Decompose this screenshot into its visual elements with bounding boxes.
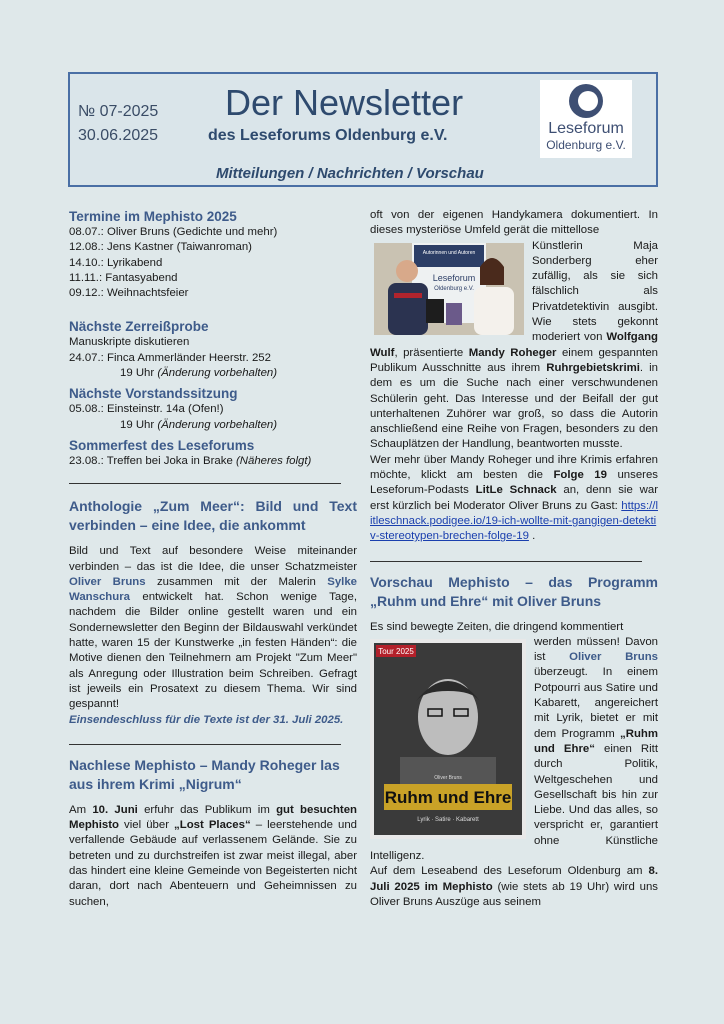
body-text: (wie stets ab 19 Uhr) wird uns Oliver Bruns Auszüge aus seinem [370,880,658,908]
poster-tour-label: Tour 2025 [378,646,414,656]
bold-text: LitLe Schnack [475,484,557,497]
photo-banner-text: Leseforum [432,272,476,283]
anthologie-body [69,544,357,712]
body-text: – leerstehende und verfallende Gebäude auf verlassenem Gelände. Sie zu betreten und zu durchstreifen ist zwar meist illegal, aber das hindert eine kleine Gemeinde von Begeisterten nicht daran, dort nach Abenteuern und Geheimnissen zu suchen, [69,819,357,908]
note-text: (Änderung vorbehalten) [157,367,278,380]
body-text: überzeugt. In einem Potpourri aus Satire und Kabarett, angereichert mit Lyrik, bietet er mit dem Programm [534,666,658,740]
body-text: Künstlerin Maja Sonderberg eher zufällig, als sie sich fälschlich als Privatdetektivin ausgibt. Wie stets gekonnt moderiert von [532,239,658,344]
termine-item: 09.12.: Weihnachtsfeier [69,287,189,300]
issue-date: 30.06.2025 [78,127,159,144]
nachlese-heading: Nachlese Mephisto – Mandy Roheger las aus ihrem Krimi „Nigrum“ [69,756,340,792]
poster-name-text: Oliver Bruns [434,774,462,781]
vorstand-heading: Nächste Vorstandssitzung [69,386,238,402]
body-text: entwickelt hat. Schon wenige Tage, nachdem die Bilder online gestellt waren und ein Sondernewsletter den Beginn der Bildauswahl verkündet hatte, waren 15 der Kunstwerke „in festen Händen“: die Motive dienen den Teilnehmern am Projekt "Zum Meer" als Anregung oder Illustration beim Schreiben. Gefragt ist jeweils ein Prosatext zu diesem Thema. Wir sind gespannt! [69,591,357,711]
anthologie-deadline: Einsendeschluss für die Texte ist der 31. Juli 2025. [69,713,344,726]
vorstand-line: 05.08.: Einsteinstr. 14a (Ofen!) [69,403,224,416]
newsletter-header [68,72,658,187]
nachlese-body-start [69,803,357,910]
zerreissprobe-heading: Nächste Zerreißprobe [69,319,209,335]
body-text: Am [69,803,93,816]
body-text: . in dem es um die Suche nach einer verschwundenen Schülerin geht. Das Interesse und der Beifall der gut unterhaltenen Zuhörer war groß, so dass die Autorin anschließend eine Reihe von Fragen, besonders zu den Schauplätzen der Handlung, beantworten musste. [370,361,659,451]
body-text: viel über [119,819,175,832]
section-divider [69,483,341,484]
newsletter-subtitle: des Leseforums Oldenburg e.V. [208,127,448,144]
termine-item: 11.11.: Fantasyabend [69,271,178,284]
body-text: werden müssen! Davon ist [534,635,658,664]
sommerfest-heading: Sommerfest des Leseforums [69,437,255,453]
vorschau-event [370,864,658,910]
nachlese-body-cont [370,208,658,239]
poster-subtitle-text: Lyrik · Satire · Kabarett [417,816,479,823]
newsletter-title: Der Newsletter [225,82,464,123]
person-name: Oliver Bruns [69,575,146,588]
bold-text: Ruhrgebietskrimi [546,361,640,374]
issue-info [78,100,158,148]
sommerfest-line [69,454,357,469]
body-text: Wer mehr über Mandy Roheger und ihre Krimis erfahren möchte, klickt am besten die [370,453,658,482]
time-text: 19 Uhr [120,418,158,431]
newsletter-tagline: Mitteilungen / Nachrichten / Vorschau [216,165,484,182]
body-text: oft von der eigenen Handykamera dokumentiert. In dieses mysteriöse Umfeld gerät die mittellose [370,209,658,237]
body-text: , präsentierte [394,346,469,359]
vorstand-time [69,418,357,433]
body-text: einem gespannten Publikum Ausschnitte aus ihrem [370,346,658,374]
zerreissprobe-line: Manuskripte diskutieren [69,336,190,349]
bold-text: Wolfgang Wulf [370,331,658,359]
photo-banner-text: Oldenburg e.V. [434,285,474,292]
bold-text: Folge 19 [553,469,607,482]
body-text: . [528,530,536,543]
person-name: Sylke Wanschura [69,575,357,604]
podcast-paragraph [370,453,658,545]
termine-list [69,225,357,301]
logo-text-sub: Oldenburg e.V. [546,138,626,152]
note-text: (Änderung vorbehalten) [157,418,278,431]
logo-text-main: Leseforum [548,120,624,137]
body-text: einen Ritt durch Politik, Weltgeschehen und Gesellschaft bis hin zur Liebe. Und das alles, so verspricht er, garantiert ohne Künstliche Intelligenz. [370,742,658,862]
body-text: unseres Leseforum-Podasts [370,469,658,497]
termine-heading: Termine im Mephisto 2025 [69,209,237,224]
termine-item: 12.08.: Jens Kastner (Taiwanroman) [69,241,252,254]
section-divider [370,561,642,562]
podcast-link[interactable]: https://litleschnack.podigee.io/19-ich-wollte-mit-gangigen-detektiv-stereotypen-brechen-folge-19 [370,499,658,543]
poster-title-text: Ruhm und Ehre [384,787,512,807]
person-name: Oliver Bruns [569,651,658,664]
photo-banner-text: Autorinnen und Autoren [422,249,476,256]
body-text: erfuhr das Publikum im [137,803,277,816]
body-text: Es sind bewegte Zeiten, die dringend kommentiert [370,620,624,633]
body-text: zusammen mit der Malerin [145,575,328,588]
body-text: Auf dem Leseabend des Leseforum Oldenburg am [370,865,649,878]
bold-text: „Lost Places“ [174,819,251,832]
issue-number: № 07-2025 [78,103,159,120]
termine-item: 14.10.: Lyrikabend [69,256,163,269]
bold-text: „Ruhm und Ehre“ [534,727,658,755]
bold-text: 8. Juli 2025 im Mephisto [370,865,658,893]
tour-poster-image [370,639,526,839]
bold-text: gut besuchten Mephisto [69,803,357,832]
zerreissprobe-time [69,366,357,381]
vorschau-body [370,620,658,635]
time-text: 19 Uhr [120,367,158,380]
body-text: an, denn sie war erst kürzlich bei Moderator Oliver Bruns zu Gast: [370,484,658,512]
section-divider [69,744,341,745]
vorschau-heading: Vorschau Mephisto – das Programm „Ruhm und Ehre“ mit Oliver Bruns [370,573,658,609]
logo-emblem-icon [569,84,603,118]
poster-illustration [370,639,526,839]
note-text: (Näheres folgt) [235,454,312,467]
body-text: Bild und Text auf besondere Weise miteinander verbinden – das ist die Idee, die unser Schatzmeister [69,545,357,573]
bold-text: Mandy Roheger [468,346,557,359]
event-text: 23.08.: Treffen bei Joka in Brake [69,454,236,467]
photo-illustration [374,243,524,335]
anthologie-heading: Anthologie „Zum Meer“: Bild und Text verbinden – eine Idee, die ankommt [69,498,357,534]
bold-text: 10. Juni [92,803,138,816]
termine-item: 08.07.: Oliver Bruns (Gedichte und mehr) [69,226,278,238]
left-column [69,208,357,910]
right-column [370,208,658,910]
reading-event-photo [374,243,524,335]
leseforum-logo [540,80,632,158]
zerreissprobe-line: 24.07.: Finca Ammerländer Heerstr. 252 [69,351,271,364]
